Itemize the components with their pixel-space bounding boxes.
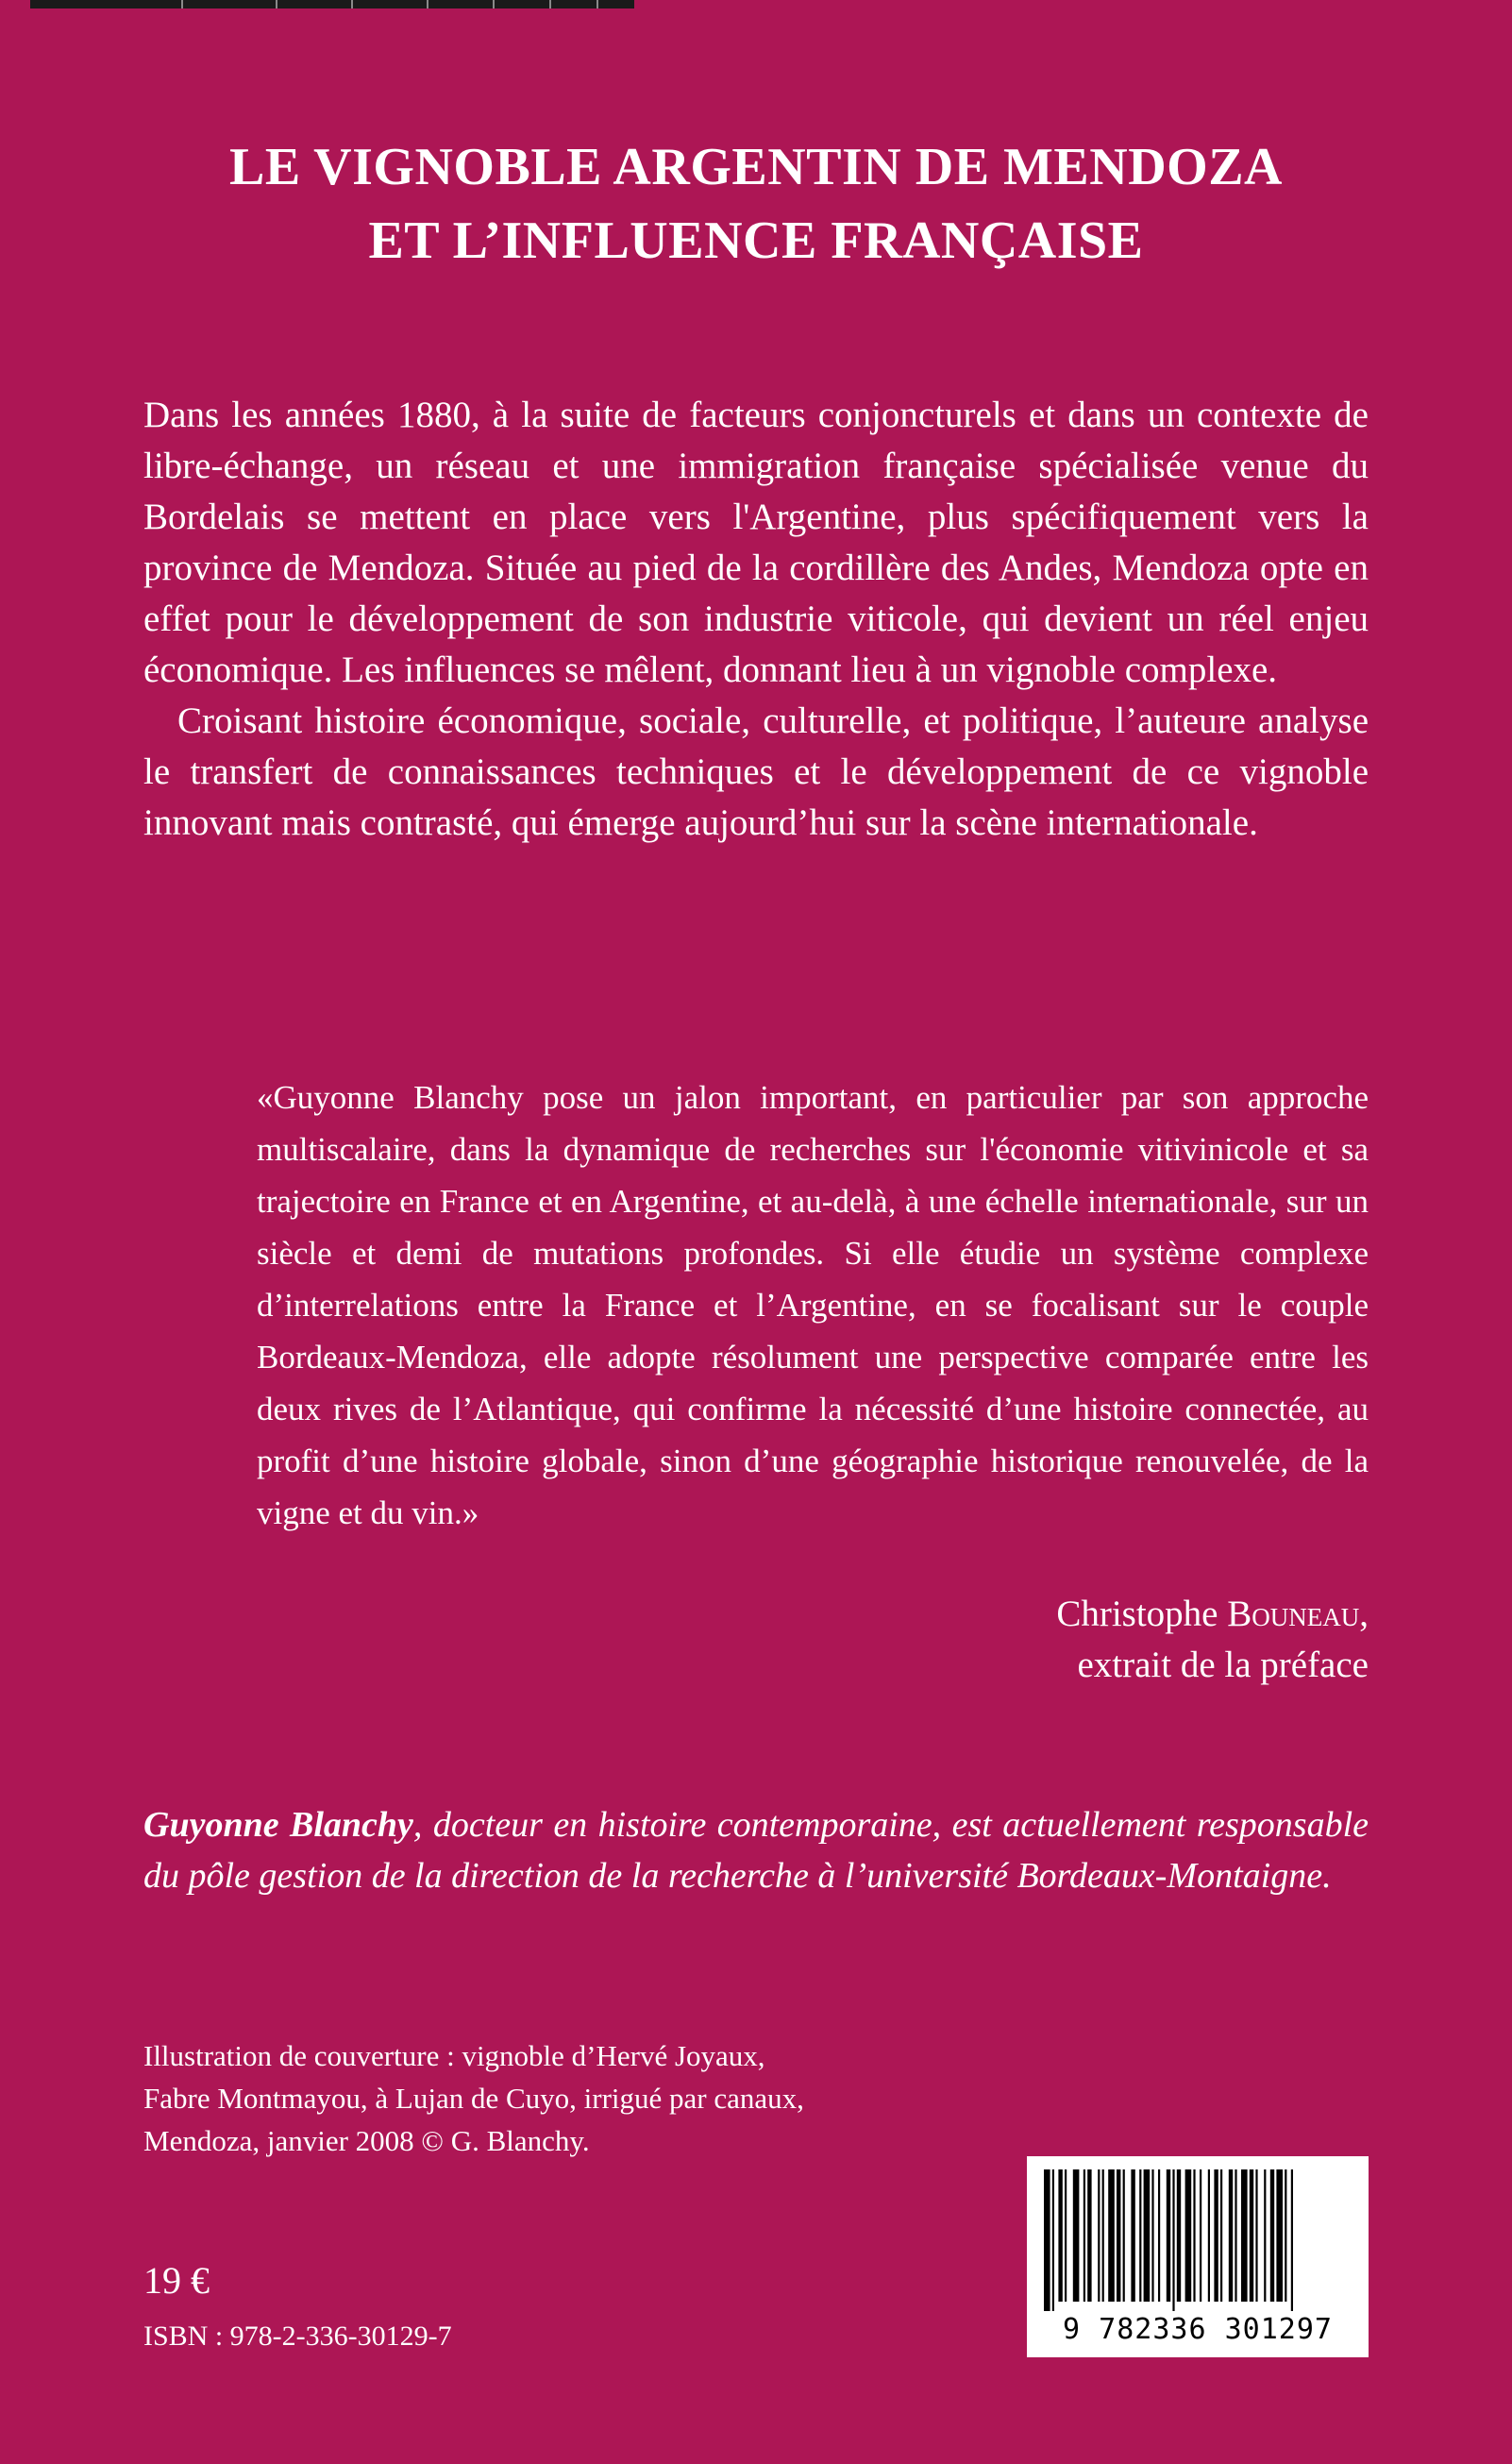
preface-quote: «Guyonne Blanchy pose un jalon important, en particulier par son approche multiscalaire, dans la dynamique de recherches sur l'économie vitivinicole et sa trajectoire en France et en Argentine, et au-delà, à une échelle internationale, sur un siècle et demi de mutations profondes. Si elle étudie un système complexe d’interrelations entre la France et l’Argentine, en se focalisant sur le couple Bordeaux-Mendoza, elle adopte résolument une perspective comparée entre les deux rives de l’Atlantique, qui confirme la nécessité d’une histoire connectée, au profit d’une histoire globale, sinon d’une géographie historique renouvelée, de la vigne et du vin.» [257, 1079, 1369, 1531]
summary-paragraph-1: Dans les années 1880, à la suite de facteurs conjoncturels et dans un contexte de libre-échange, un réseau et une immigration française spécialisée venue du Bordelais se mettent en place vers l'Argentine, plus spécifiquement vers la province de Mendoza. Située au pied de la cordillère des Andes, Mendoza opte en effet pour le développement de son industrie viticole, qui devient un réel enjeu économique. Les influences se mêlent, donnant lieu à un vignoble complexe. [143, 395, 1369, 690]
barcode [1027, 2156, 1369, 2357]
summary-paragraph-2: Croisant histoire économique, sociale, culturelle, et politique, l’auteure analyse le transfert de connaissances techniques et le développement de ce vignoble innovant mais contrasté, qui émerge aujourd’hui sur la scène internationale. [143, 700, 1369, 843]
author-bio [143, 1799, 1369, 1901]
price: 19 € [143, 2259, 210, 2302]
credits-line-2: Fabre Montmayou, à Lujan de Cuyo, irrigué par canaux, [143, 2082, 804, 2115]
quote-author-first-name: Christophe [1056, 1594, 1218, 1634]
isbn: ISBN : 978-2-336-30129-7 [143, 2321, 452, 2352]
quote-attribution [1056, 1589, 1369, 1691]
top-edge-bar [30, 0, 634, 8]
credits-line-1: Illustration de couverture : vignoble d’Hervé Joyaux, [143, 2039, 765, 2072]
author-bio-text: , docteur en histoire contemporaine, est actuellement responsable du pôle gestion de la direction de la recherche à l’université Bordeaux-Montaigne. [143, 1805, 1369, 1896]
book-title-line-2: ET L’INFLUENCE FRANÇAISE [368, 211, 1144, 270]
book-summary [143, 390, 1369, 849]
quote-source: extrait de la préface [1077, 1645, 1369, 1685]
author-name: Guyonne Blanchy [143, 1805, 413, 1845]
quote-author-last-name: Bouneau, [1227, 1594, 1369, 1634]
credits-line-3: Mendoza, janvier 2008 © G. Blanchy. [143, 2124, 590, 2157]
cover-illustration-credits [143, 2034, 993, 2162]
book-title-line-1: LE VIGNOBLE ARGENTIN DE MENDOZA [228, 138, 1283, 196]
barcode-digits: 9 782336 301297 [1063, 2313, 1333, 2346]
barcode-bars-icon [1040, 2169, 1355, 2311]
